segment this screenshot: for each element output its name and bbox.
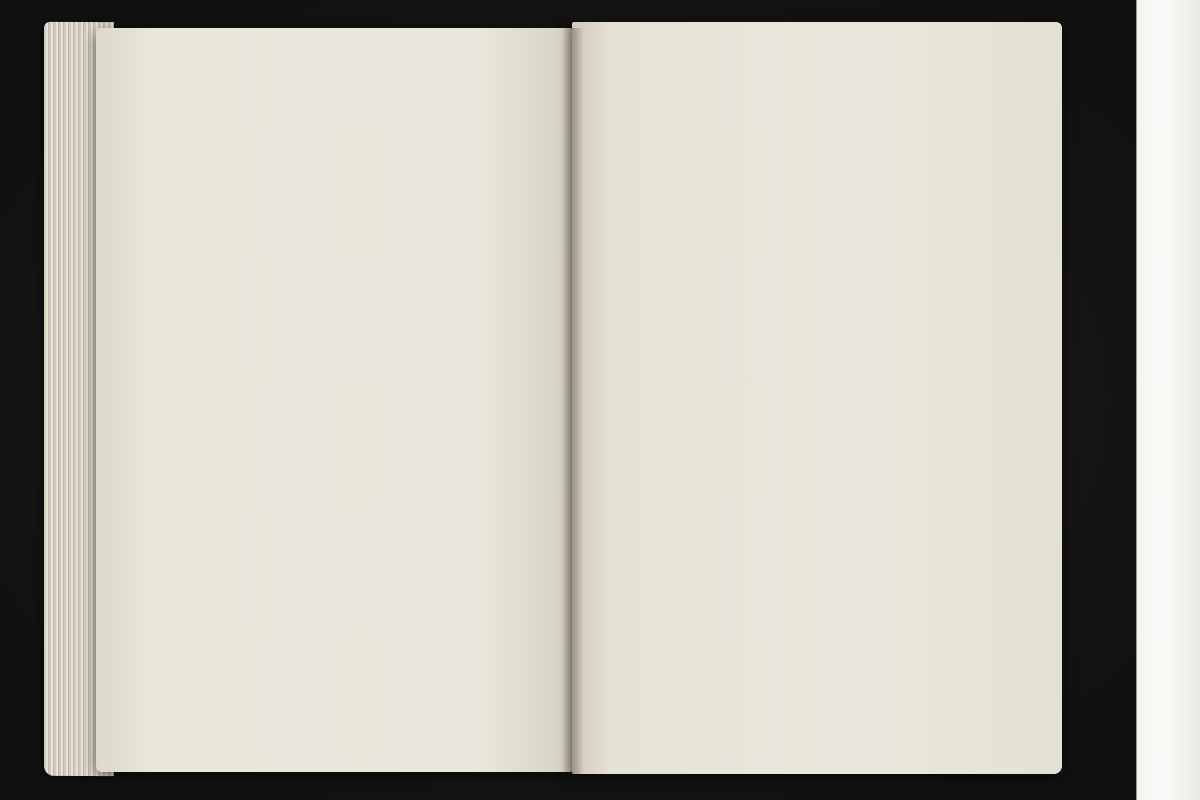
left-page [96,28,572,772]
measuring-ruler [1136,0,1200,800]
book-gutter [562,28,584,774]
right-page [572,22,1062,774]
